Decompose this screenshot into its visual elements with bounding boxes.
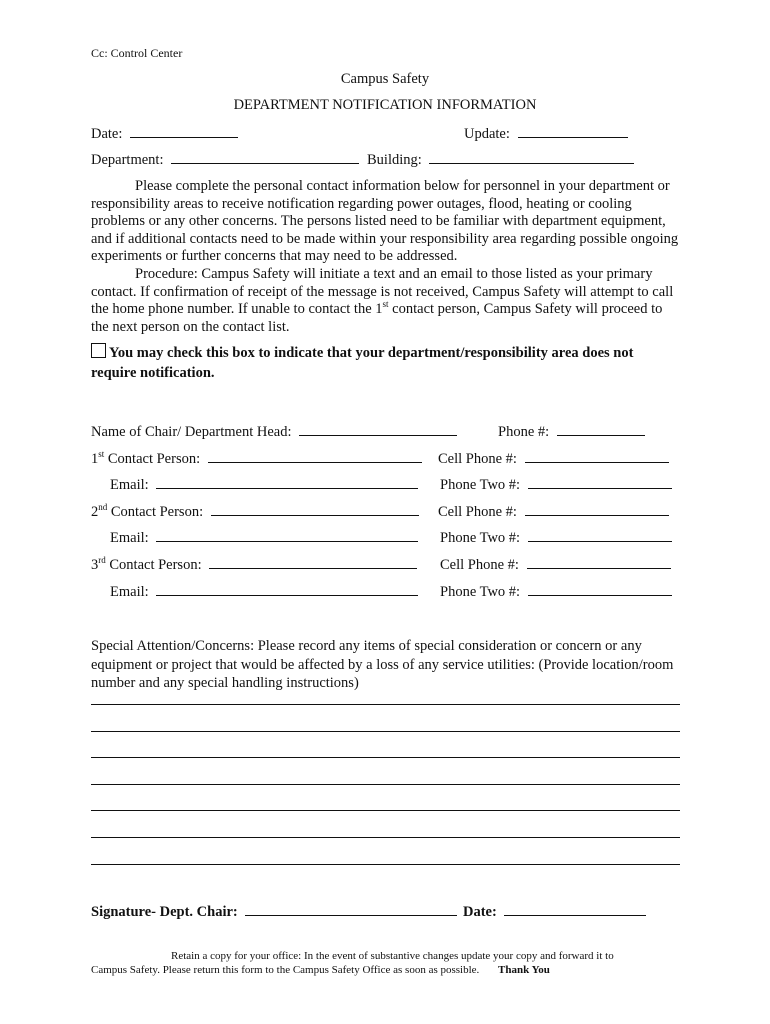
contact1-number: 1	[91, 451, 99, 467]
contact3-cell-line[interactable]	[527, 556, 671, 569]
update-field[interactable]	[464, 125, 628, 143]
contact1-line[interactable]	[208, 450, 422, 463]
footer-line-2: Campus Safety. Please return this form to the Campus Safety Office as soon as possible.	[91, 964, 480, 976]
chair-line[interactable]	[299, 423, 457, 436]
contact2-number: 2	[91, 504, 99, 520]
signature-label: Signature- Dept. Chair:	[91, 904, 238, 920]
special-writing-line[interactable]	[91, 810, 680, 811]
update-label: Update:	[464, 126, 510, 142]
signature-date-label: Date:	[463, 904, 497, 920]
contact1-phone2-field[interactable]	[440, 476, 672, 494]
contact2-cell-line[interactable]	[525, 503, 669, 516]
date-line[interactable]	[130, 125, 238, 138]
contact1-phone2-label: Phone Two #:	[440, 477, 521, 493]
contact1-cell-line[interactable]	[525, 450, 669, 463]
org-name: Campus Safety	[340, 71, 430, 87]
contact1-cell-label: Cell Phone #:	[438, 451, 517, 467]
department-line[interactable]	[171, 151, 359, 164]
contact3-email-field[interactable]	[110, 583, 418, 601]
signature-date-field[interactable]	[463, 903, 646, 921]
contact2-email-field[interactable]	[110, 529, 418, 547]
date-field[interactable]	[91, 125, 238, 143]
thank-you: Thank You	[498, 964, 550, 976]
special-writing-line[interactable]	[91, 784, 680, 785]
contact1-label: Contact Person:	[104, 451, 201, 467]
signature-line[interactable]	[245, 903, 457, 916]
special-attention-text: Special Attention/Concerns: Please record any items of special consideration or concern or any equipment or project that would be affected by a loss of any service utilities: (Provide location/room number and any special handling instructions)	[91, 638, 674, 691]
no-notification-label: You may check this box to indicate that your department/responsibility area does not require notification.	[91, 345, 634, 381]
update-line[interactable]	[518, 125, 628, 138]
footer-note	[91, 949, 691, 977]
contact2-field[interactable]	[91, 503, 419, 521]
contact2-cell-field[interactable]	[438, 503, 669, 521]
contact3-phone2-line[interactable]	[528, 583, 672, 596]
building-field[interactable]	[367, 151, 634, 169]
contact2-cell-label: Cell Phone #:	[438, 504, 517, 520]
contact3-email-label: Email:	[110, 584, 149, 600]
contact1-ordinal: st	[98, 449, 105, 460]
procedure-paragraph: Procedure: Campus Safety will initiate a text and an email to those listed as your primary contact. If confirmation of receipt of the message is not received, Campus Safety will attempt to call the home phone number. If unable to contact the 1st contact person, Campus Safety will proceed to the next person on the contact list.	[91, 265, 674, 335]
chair-phone-label: Phone #:	[498, 424, 550, 440]
contact2-phone2-label: Phone Two #:	[440, 530, 521, 546]
signature-field[interactable]	[91, 903, 457, 921]
contact3-email-line[interactable]	[156, 583, 418, 596]
no-notification-checkbox[interactable]	[91, 343, 106, 358]
special-writing-line[interactable]	[91, 757, 680, 758]
contact3-line[interactable]	[209, 556, 417, 569]
department-label: Department:	[91, 152, 164, 168]
contact2-label: Contact Person:	[107, 504, 204, 520]
footer-line-1: Retain a copy for your office: In the event of substantive changes update your copy and forward it to	[171, 950, 614, 962]
contact2-phone2-field[interactable]	[440, 529, 672, 547]
special-writing-line[interactable]	[91, 704, 680, 705]
contact2-line[interactable]	[211, 503, 419, 516]
contact1-phone2-line[interactable]	[528, 476, 672, 489]
date-label: Date:	[91, 126, 123, 142]
form-title: DEPARTMENT NOTIFICATION INFORMATION	[233, 97, 537, 113]
chair-phone-line[interactable]	[557, 423, 645, 436]
contact3-ordinal: rd	[98, 555, 106, 566]
contact3-phone2-field[interactable]	[440, 583, 672, 601]
special-writing-line[interactable]	[91, 731, 680, 732]
chair-field[interactable]	[91, 423, 457, 441]
contact3-field[interactable]	[91, 556, 417, 574]
contact1-cell-field[interactable]	[438, 450, 669, 468]
contact1-email-field[interactable]	[110, 476, 418, 494]
contact3-cell-label: Cell Phone #:	[440, 557, 519, 573]
special-writing-line[interactable]	[91, 864, 680, 865]
instructions	[91, 178, 681, 336]
contact3-number: 3	[91, 557, 99, 573]
building-label: Building:	[367, 152, 422, 168]
signature-date-line[interactable]	[504, 903, 646, 916]
department-field[interactable]	[91, 151, 359, 169]
building-line[interactable]	[429, 151, 634, 164]
chair-phone-field[interactable]	[498, 423, 645, 441]
contact1-email-line[interactable]	[156, 476, 418, 489]
contact1-field[interactable]	[91, 450, 422, 468]
footer-line-2-row	[91, 963, 691, 977]
intro-paragraph: Please complete the personal contact information below for personnel in your department or responsibility areas to receive notification regarding power outages, flood, heating or cooling problems or any other concerns. The persons listed need to be familiar with department equipment, and if additional contacts need to be made within your responsibility area regarding possible ongoing experiments or further concerns that may need to be addressed.	[91, 178, 679, 265]
contact2-ordinal: nd	[98, 502, 108, 513]
contact2-email-line[interactable]	[156, 529, 418, 542]
contact2-email-label: Email:	[110, 530, 149, 546]
cc-line: Cc: Control Center	[91, 46, 183, 60]
contact3-label: Contact Person:	[105, 557, 202, 573]
contact2-phone2-line[interactable]	[528, 529, 672, 542]
contact3-cell-field[interactable]	[440, 556, 671, 574]
contact3-phone2-label: Phone Two #:	[440, 584, 521, 600]
special-writing-line[interactable]	[91, 837, 680, 838]
no-notification-option[interactable]	[91, 343, 681, 383]
chair-label: Name of Chair/ Department Head:	[91, 424, 292, 440]
contact1-email-label: Email:	[110, 477, 149, 493]
